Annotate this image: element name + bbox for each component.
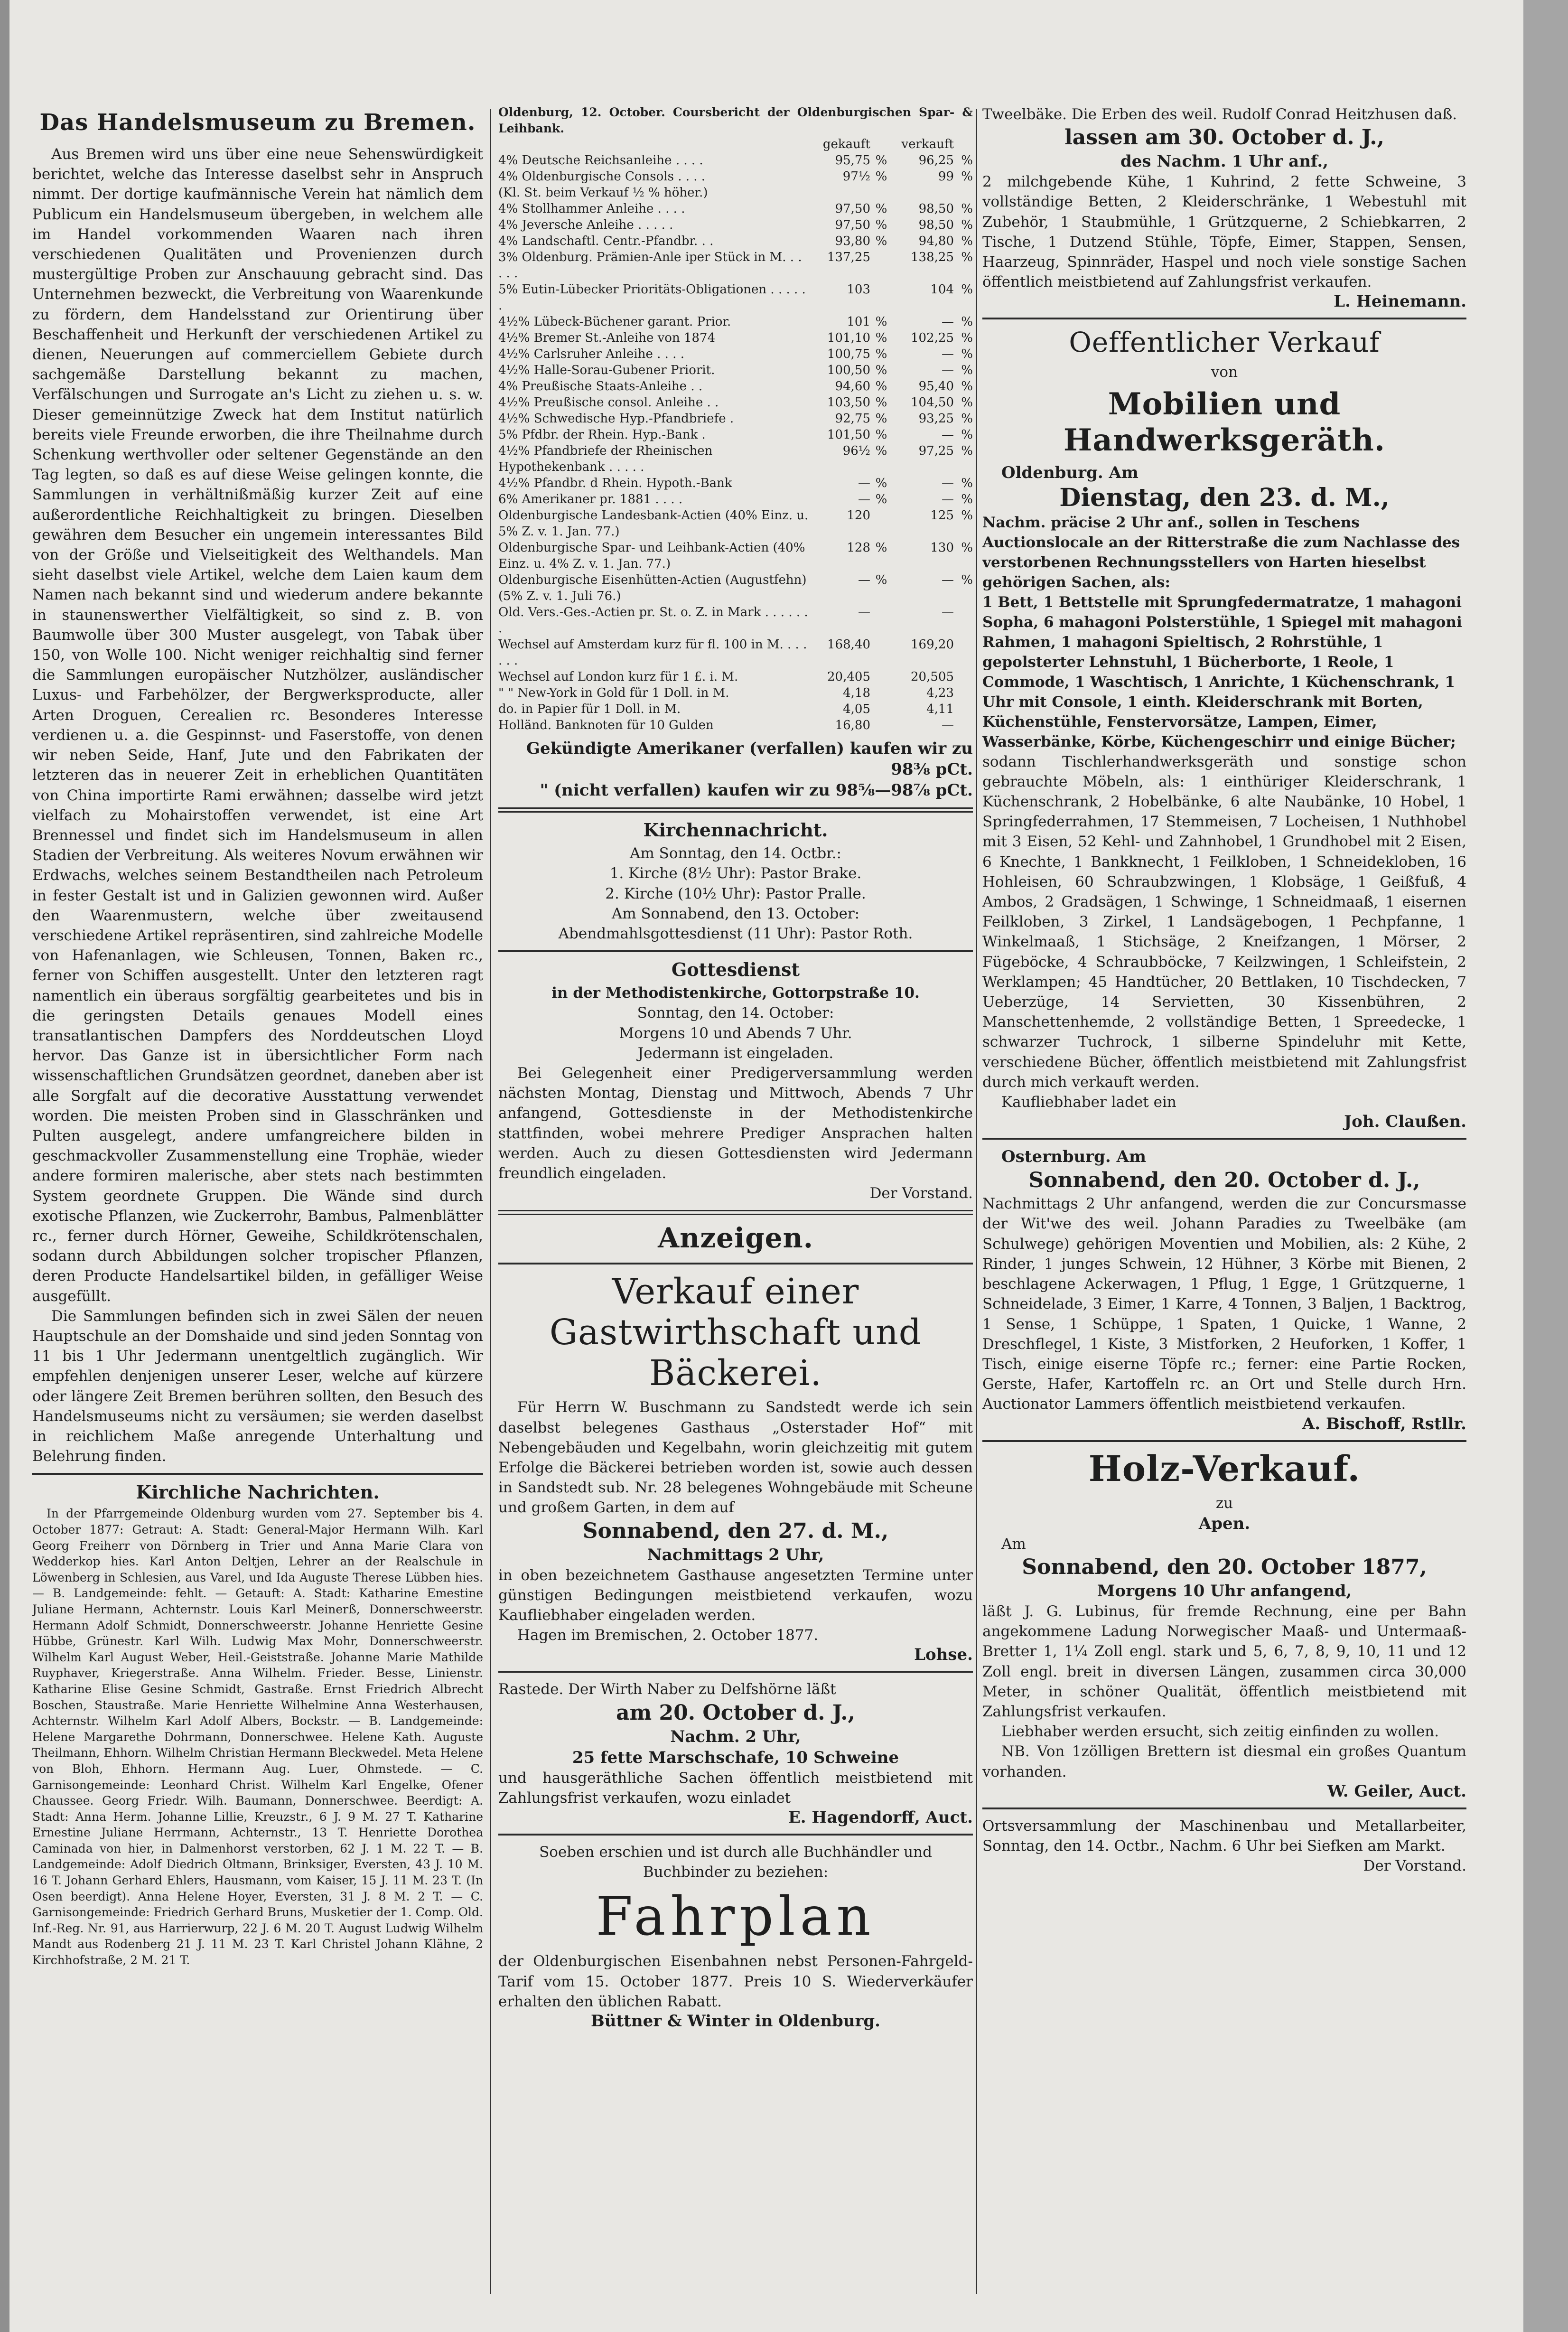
course-sold: 96,25 (918, 153, 954, 168)
course-sold: 99 (938, 169, 954, 184)
course-row (498, 152, 973, 169)
course-unit: % (961, 412, 973, 426)
course-sold: 94,80 (918, 234, 954, 249)
kirchen-line: Am Sonntag, den 14. Octbr.: (630, 845, 841, 862)
course-name: 4½% Preußische consol. Anleihe . . (498, 395, 719, 410)
course-name: 5% Eutin-Lübecker Prioritäts-Obligationen . . . . . . (498, 282, 806, 313)
ad-oeff-items2: sodann Tischlerhandwerksgeräth und sonstige schon gebrauchte Möbeln, als: 1 einthüriger Kleiderschrank, 1 Küchenschrank, 2 Hobelbänke, 6 alte Naubänke, 10 Hobel, 1 Springfederrahmen, 17 Stemmeisen, 7 Locheisen, 1 Nuthhobel mit 3 Eisen, 52 Kehl- und Zahnhobel, 1 Grundhobel mit 2 Eisen, 6 Knechte, 1 Bankknecht, 1 Feilkloben, 1 Schneidekloben, 16 Hohleisen, 60 Schraubzwingen, 1 Klobsäge, 1 Geißfuß, 4 Ambos, 2 Gradsägen, 1 Schwinge, 1 Schneidmaaß, 1 eisernen Feilkloben, 3 Zirkel, 1 Landsägebogen, 1 Pechpfanne, 1 Winkelmaaß, 1 Stichsäge, 2 Kneifzangen, 1 Mörser, 2 Fügeböcke, 4 Schraubböcke, 7 Keilzwingen, 1 Schleifstein, 2 Werklampen; 45 Handtücher, 20 Bettlaken, 10 Tischdecken, 7 Ueberzüge, 14 Servietten, 30 Kissenbühren, 2 Manschettenhemde, 2 vollständige Betten, 1 Spreedecke, 1 schwarzer Tuchrock, 1 silberne Spindeluhr mit Kette, verschiedene Bücher, öffentlich meistbietend mit Zahlungsfrist durch mich verkauft werden. (982, 753, 1466, 1091)
kirchennachricht-title: Kirchennachricht. (643, 819, 828, 841)
divider (982, 1440, 1466, 1442)
kirchen-line: Abendmahlsgottesdienst (11 Uhr): Pastor Roth. (558, 925, 913, 942)
course-bought: 96½ (842, 444, 870, 459)
course-name: Holländ. Banknoten für 10 Gulden (498, 718, 714, 733)
ad-holz-title: Holz-Verkauf. (1088, 1448, 1361, 1489)
course-unit: % (875, 444, 887, 459)
course-row (498, 443, 973, 475)
course-unit (954, 701, 973, 717)
course-bought: 137,25 (827, 250, 870, 265)
course-row (498, 249, 973, 281)
course-row (498, 411, 973, 427)
ad-holz-date: Sonnabend, den 20. October 1877, (1022, 1555, 1427, 1579)
course-name: 4% Deutsche Reichsanleihe . . . . (498, 153, 703, 168)
course-unit (870, 604, 892, 637)
course-unit: % (961, 428, 973, 442)
course-sold: 98,50 (918, 202, 954, 216)
course-unit: % (875, 347, 887, 362)
gottesdienst-line: Sonntag, den 14. October: (637, 1004, 834, 1022)
course-unit: % (875, 395, 887, 410)
course-sold: — (942, 492, 954, 507)
course-unit (870, 669, 892, 685)
ad-holz-am: Am (1001, 1535, 1026, 1553)
course-sold: 130 (930, 541, 954, 555)
kirchen-line: 2. Kirche (10½ Uhr): Pastor Pralle. (605, 885, 866, 902)
course-unit: % (961, 218, 973, 233)
ad-ost-signature: A. Bischoff, Rstllr. (1302, 1414, 1466, 1433)
course-unit: % (961, 379, 973, 394)
course-name: 4½% Pfandbriefe der Rheinischen Hypothekenbank . . . . . (498, 444, 713, 475)
ad-title-gastwirthschaft: Verkauf einer Gastwirthschaft und Bäckerei. (549, 1271, 922, 1394)
course-row (498, 314, 973, 330)
course-unit: % (961, 331, 973, 346)
divider (498, 1210, 973, 1215)
course-name: 3% Oldenburg. Prämien-Anle iper Stück in M. . . . . . (498, 250, 802, 281)
course-name: 4½% Pfandbr. d Rhein. Hypoth.-Bank (498, 476, 732, 491)
course-row (498, 637, 973, 669)
course-row (498, 427, 973, 443)
ad-tweel-date: lassen am 30. October d. J., (1064, 125, 1384, 150)
course-name: (Kl. St. beim Verkauf ½ % höher.) (498, 186, 708, 200)
course-sold: 98,50 (918, 218, 954, 233)
ad-fahrplan-text: der Oldenburgischen Eisenbahnen nebst Personen-Fahrgeld-Tarif vom 15. October 1877. Preis 10 S. Wiederverkäufer erhalten den üblichen Rabatt. (498, 1953, 973, 2010)
course-unit: % (875, 363, 887, 378)
course-name: Oldenburgische Eisenhütten-Actien (Augustfehn) (5% Z. v. 1. Juli 76.) (498, 573, 807, 604)
course-name: 4½% Schwedische Hyp.-Pfandbriefe . (498, 412, 734, 426)
ad-holz-time: Morgens 10 Uhr anfangend, (1097, 1581, 1352, 1601)
course-row (498, 330, 973, 346)
course-unit: % (961, 169, 973, 184)
course-bought: 97½ (842, 169, 870, 184)
article-paragraph: Aus Bremen wird uns über eine neue Sehenswürdigkeit berichtet, welche das Interesse daselbst sehr in Anspruch nimmt. Der dortige kaufmännische Verein hat nämlich dem Publicum ein Handelsmuseum übergeben, in welchem alle im Handel vorkommenden Waaren nach ihren verschiedenen Qualitäten und Provenienzen durch mustergültige Proben zur Anschauung gebracht sind. Das Unternehmen bezweckt, die Verbreitung von Waarenkunde zu fördern, dem Handelsstand zur Orientirung über Beschaffenheit und Herkunft der verschiedenen Artikel zu dienen, Neuerungen auf commerciellem Gebiete durch sachgemäße Darstellung bekannt zu machen, Verfälschungen und Surrogate an's Licht zu ziehen u. s. w. Dieser gemeinnützige Zweck hat dem Institut natürlich bereits viele Freunde erworben, die ihre Theilnahme durch Schenkung werthvoller oder seltener Gegenstände an den Tag legten, so daß es auf diese Weise gelingen konnte, die Sammlungen in verhältnißmäßig kurzer Zeit auf eine außerordentliche Reichhaltigkeit zu bringen. Dieselben gewähren dem Besucher ein ungemein interessantes Bild von der Größe und Vielseitigkeit des Welthandels. Man sieht daselbst viele Artikel, welche dem Laien kaum dem Namen nach bekannt sind und wiederum andere bekannte in staunenswerther Vielfältigkeit, so sind z. B. von Baumwolle über 300 Muster ausgelegt, von Tabak über 150, von Wolle 100. Nicht weniger reichhaltig sind ferner die Sammlungen europäischer Nutzhölzer, ausländischer Luxus- und Farbehölzer, der Bergwerksproducte, aller Arten Droguen, Cerealien rc. Besonderes Interesse verdienen u. a. die Gespinnst- und Faserstoffe, von denen wir neben Seide, Hanf, Jute und den Fabrikaten der letzteren das in neuerer Zeit in erheblichen Quantitäten von China importirte Rami erwähnen; dasselbe wird jetzt vielfach zu Mohairstoffen verwendet, ist eine Art Brennessel und findet sich im Handelsmuseum in allen Stadien der Verbreitung. Als weiteres Novum erwähnen wir Erdwachs, welches seinem Bestandtheilen nach Petroleum in fester Gestalt ist und in Galizien gewonnen wird. Außer den Waarenmustern, welche über zweitausend verschiedene Artikel repräsentiren, sind zahlreiche Modelle von Hafenanlagen, wie Schleusen, Tonnen, Baken rc., ferner von Schiffen ausgestellt. Unter den letzteren ragt namentlich ein überaus sorgfältig gearbeitetes und bis in die geringsten Details genaues Modell eines transatlantischen Dampfers des Norddeutschen Lloyd hervor. Das Ganze ist in übersichtlicher Form nach wissenschaftlichen Grundsätzen geordnet, daneben aber ist alle Sorgfalt auf die decorative Ausstattung verwendet worden. Die meisten Proben sind in Glasschränken und Pulten ausgelegt, andere umfangreichere bilden in geschmackvoller Zusammenstellung eine Trophäe, wieder andere formiren malerische, aber stets nach bestimmten System geordnete Gruppen. Die Wände sind durch exotische Pflanzen, wie Zuckerrohr, Bambus, Palmenblätter rc., ferner durch Hörner, Geweihe, Schildkrötenschalen, sodann durch Abbildungen solcher tropischer Pflanzen, deren Producte Handelsartikel bilden, in gefälliger Weise ausgefüllt. (32, 146, 483, 1305)
page-edge (1523, 0, 1568, 2332)
ad-rastede-text: und hausgeräthliche Sachen öffentlich meistbietend mit Zahlungsfrist verkaufen, wozu einladet (498, 1769, 973, 1807)
ad-oeff-von: von (1211, 364, 1238, 381)
course-unit (870, 637, 892, 669)
course-sold: — (942, 573, 954, 588)
ad-gast-time: Nachmittags 2 Uhr, (647, 1545, 824, 1564)
ad-holz-text: läßt J. G. Lubinus, für fremde Rechnung, eine per Bahn angekommene Ladung Norwegischer Maaß- und Untermaaß-Bretter 1, 1¼ Zoll engl. stark und 5, 6, 7, 8, 9, 10, 11 und 12 Zoll engl. breit in diversen Längen, zusammen circa 30,000 Meter, in schöner Qualität, öffentlich meistbietend mit Zahlungsfrist verkaufen. (982, 1602, 1466, 1720)
col-header-sold: verkauft (901, 137, 954, 152)
course-name: Oldenburgische Landesbank-Actien (40% Einz. u. 5% Z. v. 1. Jan. 77.) (498, 508, 809, 539)
course-name: 4½% Bremer St.-Anleihe von 1874 (498, 331, 716, 346)
course-name: " " New-York in Gold für 1 Doll. in M. (498, 686, 729, 701)
ad-fahrplan-intro: Soeben erschien und ist durch alle Buchhändler und Buchbinder zu beziehen: (539, 1844, 932, 1881)
course-name: 6% Amerikaner pr. 1881 . . . . (498, 492, 683, 507)
course-sold: — (942, 315, 954, 329)
course-sold: 97,25 (918, 444, 954, 459)
course-row (498, 701, 973, 717)
course-bought: 100,75 (827, 347, 870, 362)
course-unit: % (961, 234, 973, 249)
course-row (498, 685, 973, 701)
course-report-title: Oldenburg, 12. October. Coursbericht der Oldenburgischen Spar- & Leihbank. (498, 105, 973, 135)
course-sold: 104,50 (911, 395, 954, 410)
course-bought: 93,80 (835, 234, 870, 249)
course-bought: 103 (847, 282, 870, 297)
course-unit: % (875, 169, 887, 184)
course-unit (870, 701, 892, 717)
course-unit: % (961, 395, 973, 410)
church-records: In der Pfarrgemeinde Oldenburg wurden vom 27. September bis 4. October 1877: Getraut: A. Stadt: General-Major Hermann Wilh. Karl Georg Freiherr von Dörnberg in Trier und Anna Marie Clara von Wedderkop hies. Karl Anton Deltjen, Lehrer an der Realschule in Löwenberg in Schlesien, aus Varel, und Ida Auguste Therese Lübben hies. — B. Landgemeinde: fehlt. — Getauft: A. Stadt: Katharine Emestine Juliane Hermann, Achternstr. Louis Karl Meinerß, Donnerschweerstr. Hermann Adolf Schmidt, Donnerschweerstr. Johanne Henriette Gesine Hübbe, Grünestr. Karl Wilh. Ludwig Max Mohr, Donnerschweerstr. Wilhelm Karl August Weber, Heil.-Geiststraße. Johanne Marie Mathilde Ruyphaver, Kriegerstraße. Anna Wilhelm. Frieder. Besse, Linienstr. Katharine Elise Gesine Schmidt, Gastraße. Ernst Friedrich Albrecht Boschen, Staustraße. Marie Henriette Wilhelmine Anna Westerhausen, Achternstr. Wilhelm Karl Adolf Albers, Bockstr. — B. Landgemeinde: Helene Margarethe Dohrmann, Donnerschwee. Helene Kath. Auguste Theilmann, Ehhorn. Wilhelm Christian Hermann Bleckwedel. Meta Helene von Bloh, Ehhorn. Hermann Aug. Luer, Ohmstede. — C. Garnisongemeinde: Leonhard Christ. Wilhelm Karl Engelke, Ofener Chaussee. Georg Friedr. Wilh. Baumann, Donnerschwee. Beerdigt: A. Stadt: Anna Herm. Johanne Lillie, Kreuzstr., 6 J. 9 M. 27 T. Katharine Ernestine Juliane Herrmann, Achternstr., 13 T. Henriette Dorothea Caminada von hier, in Dalmenhorst verstorben, 62 J. 1 M. 22 T. — B. Landgemeinde: Adolf Diedrich Oltmann, Brinksiger, Eversten, 43 J. 10 M. 16 T. Johann Gerhard Ehlers, Hausmann, vom Kaiser, 15 J. 11 M. 23 T. (In Osen beerdigt). Anna Helene Hoyer, Eversten, 31 J. 8 M. 2 T. — C. Garnisongemeinde: Friedrich Gerhard Bruns, Musketier der 1. Comp. Old. Inf.-Reg. Nr. 91, aus Harrierwurp, 22 J. 6 M. 20 T. August Ludwig Wilhelm Mandt aus Rodenberg 21 J. 11 M. 23 T. Karl Christel Johann Klähne, 2 Kirchhofstraße, 2 M. 21 T. (32, 1507, 483, 1967)
ad-oeff-items1: 1 Bett, 1 Bettstelle mit Sprungfedermatratze, 1 mahagoni Sopha, 6 mahagoni Polsterstühle, 1 Spiegel mit mahagoni Rahmen, 1 mahagoni Spieltisch, 2 Rohrstühle, 1 gepolsterter Lehnstuhl, 1 Bücherborte, 1 Reole, 1 Commode, 1 Waschtisch, 1 Anrichte, 1 Küchenschrank, 1 Uhr mit Consolе, 1 einth. Kleiderschrank mit Borten, Küchenstühle, Fenstervorsätze, Lampen, Eimer, Wasserbänke, Körbe, Küchengeschirr und einige Bücher; (982, 593, 1462, 750)
course-unit (954, 685, 973, 701)
course-row (498, 378, 973, 394)
course-unit (954, 717, 973, 733)
gottesdienst-paragraph: Bei Gelegenheit einer Predigerversammlung werden nächsten Montag, Dienstag und Mittwoch, Abends 7 Uhr anfangend, Gottesdienste in der Methodistenkirche stattfinden, wobei mehrere Prediger Ansprachen halten werden. Auch zu diesen Gottesdiensten wird Jedermann freundlich eingeladen. (498, 1065, 973, 1182)
course-row (498, 507, 973, 540)
course-name: 4½% Carlsruher Anleihe . . . . (498, 347, 684, 362)
course-sold: — (942, 476, 954, 491)
course-name: 4% Landschaftl. Centr.-Pfandbr. . . (498, 234, 714, 249)
course-row (498, 394, 973, 411)
ad-gast-text2: in oben bezeichnetem Gasthause angesetzten Termine unter günstigen Bedingungen meistbietend verkaufen, wozu Kaufliebhaber eingeladen werden. (498, 1566, 973, 1624)
course-bought: 100,50 (827, 363, 870, 378)
course-sold: 104 (930, 282, 954, 297)
course-row (498, 572, 973, 604)
col-header-bought: gekauft (822, 137, 870, 152)
course-unit: % (961, 363, 973, 378)
americans-note: " (nicht verfallen) kaufen wir zu 98⅝—98⅞ pCt. (540, 781, 973, 800)
course-name: 4½% Halle-Sorau-Gubener Priorit. (498, 363, 715, 378)
ad-tweel-items: 2 milchgebende Kühe, 1 Kuhrind, 2 fette Schweine, 3 vollständige Betten, 2 Kleiderschränke, 1 Webestuhl mit Zubehör, 1 Staubmühle, 1 Grützquerne, 2 Schiebkarren, 2 Tische, 1 Dutzend Stühle, Töpfe, Eimer, Stappen, Sensen, Haarzeug, Spinnräder, Haspel und noch viele sonstige Sachen öffentlich meistbietend auf Zahlungsfrist verkaufen. (982, 173, 1466, 291)
course-row (498, 201, 973, 217)
ad-holz-nb: NB. Von 1zölligen Brettern ist diesmal ein großes Quantum vorhanden. (982, 1743, 1466, 1780)
course-name: Wechsel auf Amsterdam kurz für fl. 100 in M. . . . . . . (498, 637, 807, 668)
ad-fahrplan-title: Fahrplan (596, 1886, 876, 1948)
column-rule (490, 109, 491, 2294)
course-unit (870, 507, 892, 540)
ad-rastede-signature: E. Hagendorff, Auct. (788, 1808, 973, 1827)
course-sold: — (942, 718, 954, 733)
newspaper-page (9, 0, 1523, 2332)
course-name: Wechsel auf London kurz für 1 £. i. M. (498, 670, 738, 684)
course-unit: % (875, 428, 887, 442)
course-sold: 138,25 (911, 250, 954, 265)
course-unit: % (875, 218, 887, 233)
course-bought (809, 185, 870, 201)
course-unit (954, 604, 973, 637)
ad-rastede-intro: Rastede. Der Wirth Naber zu Delfshörne läßt (498, 1681, 836, 1698)
course-bought: — (858, 492, 870, 507)
course-bought: 168,40 (827, 637, 870, 652)
course-unit (870, 685, 892, 701)
course-bought: 101,50 (827, 428, 870, 442)
divider (498, 1671, 973, 1673)
course-unit (954, 669, 973, 685)
course-bought: 20,405 (827, 670, 870, 684)
divider (498, 1263, 973, 1264)
ad-gast-text: Für Herrn W. Buschmann zu Sandstedt werde ich sein daselbst belegenes Gasthaus „Osterstader Hof“ mit Nebengebäuden und Kegelbahn, worin gleichzeitig mit gutem Erfolge die Bäckerei betrieben worden ist, sowie auch dessen in Sandstedt sub. Nr. 28 belegenes Wohngebäude mit Scheune und großem Garten, in dem auf (498, 1399, 973, 1517)
course-unit (954, 185, 973, 201)
ad-gast-date: Sonnabend, den 27. d. M., (582, 1518, 889, 1543)
course-sold: 102,25 (911, 331, 954, 346)
gottesdienst-signature: Der Vorstand. (869, 1185, 973, 1202)
course-bought: 92,75 (835, 412, 870, 426)
ad-ost-date: Sonnabend, den 20. October d. J., (1028, 1168, 1420, 1193)
course-unit: % (875, 573, 887, 588)
course-unit: % (875, 315, 887, 329)
course-bought: 103,50 (827, 395, 870, 410)
course-name: 4% Oldenburgische Consols . . . . (498, 169, 706, 184)
kirchen-line: Am Sonnabend, den 13. October: (611, 905, 860, 922)
course-row (498, 717, 973, 733)
course-name: 4% Preußische Staats-Anleihe . . (498, 379, 703, 394)
ad-oeff-signature: Joh. Claußen. (1344, 1112, 1466, 1132)
course-row (498, 169, 973, 185)
course-unit: % (961, 315, 973, 329)
course-sold: — (942, 363, 954, 378)
course-row (498, 233, 973, 249)
ad-oeff-invite: Kaufliebhaber ladet ein (1001, 1094, 1176, 1111)
course-row (498, 475, 973, 491)
course-unit: % (961, 282, 973, 297)
course-bought: 97,50 (835, 202, 870, 216)
ad-tweel-time: des Nachm. 1 Uhr anf., (1120, 152, 1328, 171)
course-sold: 4,11 (926, 702, 954, 717)
course-name: 4½% Lübeck-Büchener garant. Prior. (498, 315, 731, 329)
divider (982, 1138, 1466, 1140)
ad-orts-signature: Der Vorstand. (1363, 1857, 1466, 1875)
course-bought: 4,18 (843, 686, 870, 701)
course-unit (870, 249, 892, 281)
course-sold: — (942, 428, 954, 442)
course-bought: — (858, 573, 870, 588)
divider (982, 1808, 1466, 1809)
course-sold (892, 185, 954, 201)
course-sold: — (942, 605, 954, 620)
course-unit: % (961, 444, 973, 459)
ad-holz-zu: zu (1215, 1494, 1233, 1512)
ad-oeff-title: Oeffentlicher Verkauf (1069, 326, 1380, 359)
course-bought: — (858, 476, 870, 491)
ad-gast-place: Hagen im Bremischen, 2. October 1877. (517, 1627, 819, 1644)
course-sold: 93,25 (918, 412, 954, 426)
course-row (498, 281, 973, 314)
course-name: 5% Pfdbr. der Rhein. Hyp.-Bank . (498, 428, 706, 442)
course-bought: 120 (847, 508, 870, 523)
course-unit: % (961, 541, 973, 555)
ad-oeff-date: Dienstag, den 23. d. M., (1059, 483, 1390, 512)
course-row (498, 604, 973, 637)
course-bought: 101 (847, 315, 870, 329)
divider (498, 1834, 973, 1836)
course-sold: 20,505 (911, 670, 954, 684)
ad-oeff-place: Oldenburg. Am (1001, 463, 1139, 482)
course-sold: 4,23 (926, 686, 954, 701)
course-row (498, 346, 973, 362)
course-unit (870, 281, 892, 314)
course-sold: 169,20 (911, 637, 954, 652)
course-unit: % (875, 476, 887, 491)
course-bought: 128 (847, 541, 870, 555)
article-paragraph: Die Sammlungen befinden sich in zwei Sälen der neuen Hauptschule an der Domshaide und sind jeden Sonntag von 11 bis 1 Uhr Jedermann unentgeltlich zugänglich. Wir empfehlen denjenigen unserer Leser, welche auf kürzere oder längere Zeit Bremen berühren sollten, den Besuch des Handelsmuseums nicht zu versäumen; sie werden daselbst in reichlichem Maße anregende Unterhaltung und Belehrung finden. (32, 1307, 483, 1465)
course-unit: % (875, 202, 887, 216)
ad-holz-signature: W. Geiler, Auct. (1327, 1781, 1466, 1801)
column-left (32, 104, 483, 2304)
course-unit: % (961, 508, 973, 523)
ad-oeff-sub: Nachm. präcise 2 Uhr anf., sollen in Teschens Auctionslocale an der Ritterstraße die zum Nachlasse des verstorbenen Rechnungsstellers von Harten hieselbst gehörigen Sachen, als: (982, 514, 1460, 591)
ad-orts-text: Ortsversammlung der Maschinenbau und Metallarbeiter, Sonntag, den 14. Octbr., Nachm. 6 Uhr bei Siefken am Markt. (982, 1817, 1466, 1854)
article-title-kirchliche: Kirchliche Nachrichten. (136, 1481, 380, 1503)
course-row (498, 491, 973, 507)
course-sold: 125 (930, 508, 954, 523)
course-unit: % (875, 541, 887, 555)
ad-holz-place: Apen. (1198, 1514, 1251, 1533)
course-name: 4% Stollhammer Anleihe . . . . (498, 202, 685, 216)
ad-ost-text: Nachmittags 2 Uhr anfangend, werden die zur Concursmasse der Wit'we des weil. Johann Paradies zu Tweelbäke (am Schulwege) gehörigen Moventien und Mobilien, als: 2 Kühe, 2 Rinder, 1 junges Schwein, 12 Hühner, 3 Körbe mit Bienen, 2 beschlagene Ackerwagen, 1 Pflug, 1 Egge, 1 Grützquerne, 1 Schneidelade, 3 Eimer, 1 Karre, 4 Tonnen, 3 Baljen, 1 Backtrog, 1 Sense, 1 Schüppe, 1 Spaten, 1 Quicke, 1 Wanne, 2 Dreschflegel, 1 Kiste, 3 Mistforken, 2 Heuforken, 1 Koffer, 1 Tisch, einige eiserne Töpfe rc.; ferner: eine Partie Rocken, Gerste, Hafer, Kartoffeln rc. an Ort und Stelle durch Hrn. Auctionator Lammers öffentlich meistbietend verkaufen. (982, 1195, 1466, 1413)
column-middle (498, 104, 973, 2304)
course-unit: % (875, 331, 887, 346)
course-bought: 101,10 (827, 331, 870, 346)
course-sold: 95,40 (918, 379, 954, 394)
column-rule (976, 109, 977, 2294)
ad-fahrplan-signature: Büttner & Winter in Oldenburg. (591, 2012, 880, 2031)
course-name: Oldenburgische Spar- und Leihbank-Actien (40% Einz. u. 4% Z. v. 1. Jan. 77.) (498, 541, 805, 571)
anzeigen-heading: Anzeigen. (658, 1222, 813, 1255)
course-unit: % (875, 492, 887, 507)
course-name: do. in Papier für 1 Doll. in M. (498, 702, 681, 717)
column-right (982, 104, 1466, 2304)
course-unit (954, 637, 973, 669)
ad-rastede-time: Nachm. 2 Uhr, (670, 1727, 801, 1746)
course-unit: % (961, 476, 973, 491)
gottesdienst-line: Morgens 10 und Abends 7 Uhr. (619, 1024, 852, 1042)
course-unit (870, 185, 892, 201)
course-table (498, 136, 973, 733)
divider (32, 1473, 483, 1475)
ad-ost-place: Osternburg. Am (1001, 1147, 1146, 1167)
course-bought: 4,05 (843, 702, 870, 717)
ad-tweel-signature: L. Heinemann. (1334, 292, 1466, 311)
ad-rastede-date: am 20. October d. J., (616, 1700, 855, 1725)
course-row (498, 217, 973, 233)
course-unit: % (875, 234, 887, 249)
course-unit: % (961, 250, 973, 265)
course-row (498, 185, 973, 201)
course-unit: % (875, 412, 887, 426)
course-bought: 16,80 (835, 718, 870, 733)
course-name: 4% Jeversche Anleihe . . . . . (498, 218, 673, 233)
course-unit (870, 717, 892, 733)
course-unit: % (961, 347, 973, 362)
course-unit: % (961, 202, 973, 216)
course-sold: — (942, 347, 954, 362)
course-unit: % (961, 573, 973, 588)
ad-oeff-title2: Mobilien und Handwerksgeräth. (1063, 386, 1386, 458)
divider (498, 807, 973, 813)
course-unit: % (961, 492, 973, 507)
ad-gast-signature: Lohse. (914, 1645, 973, 1665)
kirchen-line: 1. Kirche (8½ Uhr): Pastor Brake. (609, 865, 862, 882)
course-row (498, 540, 973, 572)
article-title-museum: Das Handelsmuseum zu Bremen. (39, 109, 476, 136)
course-unit: % (875, 379, 887, 394)
course-unit: % (875, 153, 887, 168)
gottesdienst-title: Gottesdienst (671, 959, 800, 981)
course-row (498, 669, 973, 685)
divider (982, 318, 1466, 319)
course-unit: % (961, 153, 973, 168)
ad-tweel-intro: Tweelbäke. Die Erben des weil. Rudolf Conrad Heitzhusen daß. (982, 106, 1457, 123)
course-row (498, 362, 973, 378)
course-bought: 95,75 (835, 153, 870, 168)
course-bought: — (858, 605, 870, 620)
ad-holz-text2: Liebhaber werden ersucht, sich zeitig einfinden zu wollen. (1001, 1723, 1439, 1741)
ad-rastede-items: 25 fette Marschschafe, 10 Schweine (572, 1748, 899, 1767)
course-bought: 97,50 (835, 218, 870, 233)
course-name: Old. Vers.-Ges.-Actien pr. St. o. Z. in Mark . . . . . . . (498, 605, 808, 636)
americans-note: Gekündigte Amerikaner (verfallen) kaufen wir zu 98⅜ pCt. (526, 739, 973, 779)
gottesdienst-line: Jedermann ist eingeladen. (637, 1044, 834, 1062)
gottesdienst-line: in der Methodistenkirche, Gottorpstraße 10. (551, 984, 920, 1002)
course-bought: 94,60 (835, 379, 870, 394)
divider (498, 950, 973, 952)
